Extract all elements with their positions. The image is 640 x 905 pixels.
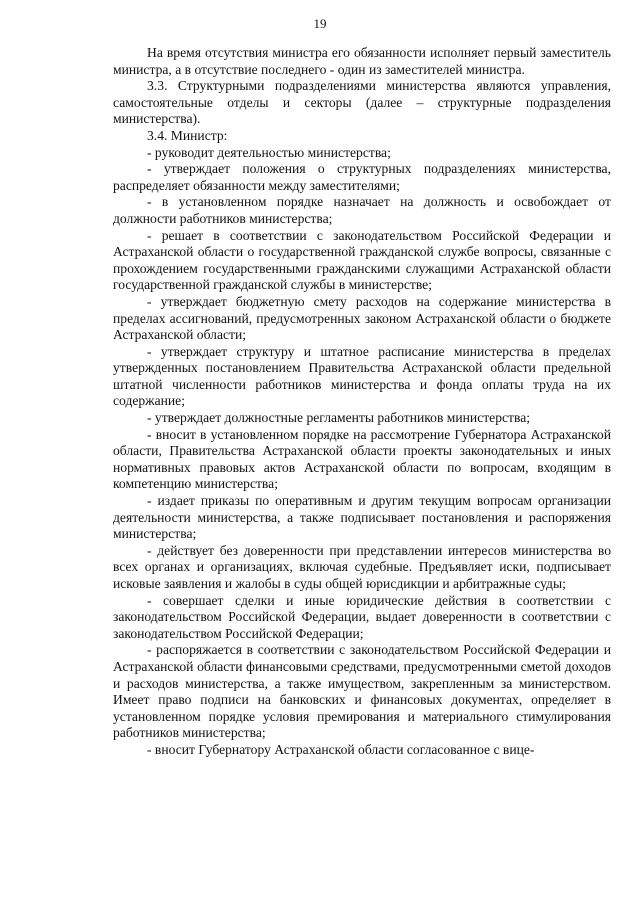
paragraph: - издает приказы по оперативным и другим текущим вопросам организации деятельности министерства, а также подписывает постановления и распоряжения министерства; (113, 493, 611, 542)
paragraph: - в установленном порядке назначает на должность и освобождает от должности работников министерства; (113, 194, 611, 226)
paragraph: - утверждает должностные регламенты работников министерства; (147, 410, 531, 426)
page-number: 19 (313, 16, 327, 31)
paragraph: На время отсутствия министра его обязанности исполняет первый заместитель министра, а в отсутствие последнего - один из заместителей министра. (113, 45, 611, 77)
paragraph: - утверждает бюджетную смету расходов на содержание министерства в пределах ассигнований, предусмотренных законом Астраханской области о бюджете Астраханской области; (113, 293, 611, 343)
paragraph: - утверждает положения о структурных подразделениях министерства, распределяет обязанности между заместителями; (113, 161, 611, 193)
paragraph: - совершает сделки и иные юридические действия в соответствии с законодательством Российской Федерации, выдает доверенности в соответствии с законодательством Российской Федерации; (113, 592, 611, 641)
paragraph: - вносит в установленном порядке на рассмотрение Губернатора Астраханской области, Правительства Астраханской области проекты законодательных и иных нормативных правовых актов Астраханской области по вопросам, входящим в компетенцию министерства; (113, 426, 611, 492)
paragraph: 3.3. Структурными подразделениями министерства являются управления, самостоятельные отделы и секторы (далее – структурные подразделения министерства). (113, 78, 611, 127)
paragraph: - руководит деятельностью министерства; (147, 144, 391, 160)
paragraph: - вносит Губернатору Астраханской области согласованное с вице- (147, 741, 535, 757)
paragraph: - распоряжается в соответствии с законодательством Российской Федерации и Астраханской области финансовыми средствами, предусмотренными сметой доходов и расходов министерства, а также имуществом, закрепленным за министерством. Имеет право подписи на банковских и финансовых документах, определяет в установленном порядке условия премирования и материального стимулирования работников министерства; (113, 642, 611, 741)
paragraph: - утверждает структуру и штатное расписание министерства в пределах утвержденных постановлением Правительства Астраханской области предельной штатной численности работников министерства и фонда оплаты труда на их содержание; (113, 343, 611, 409)
paragraph: - решает в соответствии с законодательством Российской Федерации и Астраханской области о государственной гражданской службе вопросы, связанные с прохождением государственными гражданскими служащими Астраханской области государственной гражданской службы в министерстве; (113, 227, 611, 293)
paragraph: - действует без доверенности при представлении интересов министерства во всех органах и организациях, включая судебные. Предъявляет иски, подписывает исковые заявления и жалобы в суды общей юрисдикции и арбитражные суды; (113, 542, 611, 591)
paragraph: 3.4. Министр: (147, 127, 228, 143)
document-body (113, 45, 611, 759)
